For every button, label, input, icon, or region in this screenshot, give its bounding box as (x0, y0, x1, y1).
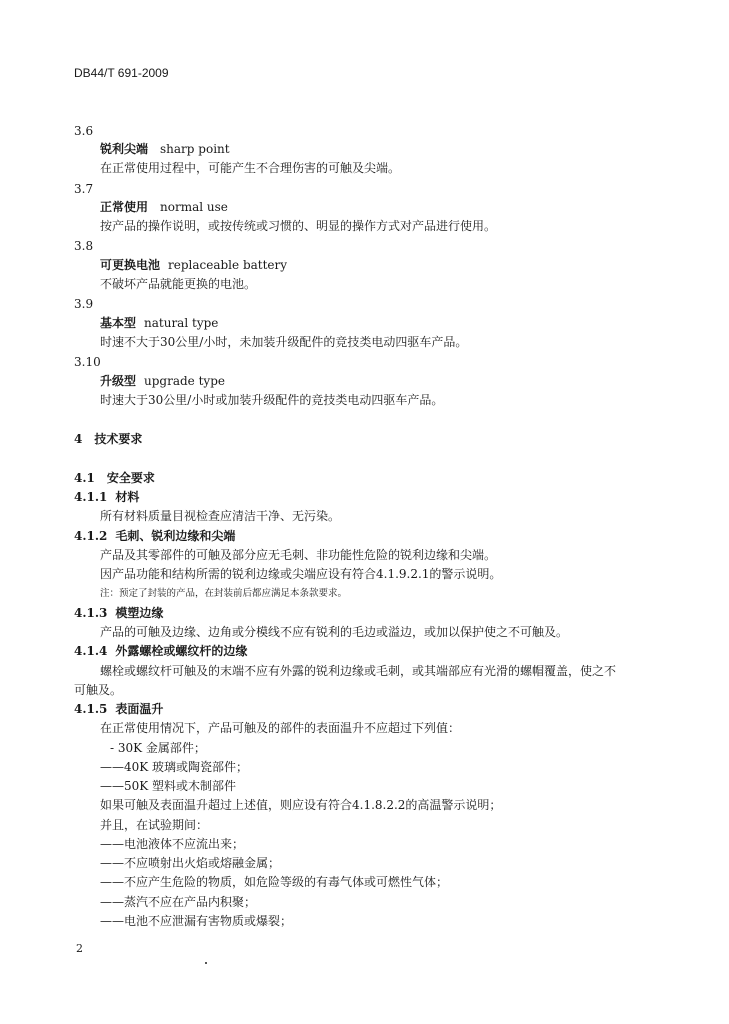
list-item: ——不应产生危险的物质，如危险等级的有毒气体或可燃性气体； (100, 875, 449, 889)
definition-3-9: 时速不大于30公里/小时，未加装升级配件的竞技类电动四驱车产品。 (100, 335, 468, 349)
list-item: ——电池不应泄漏有害物质或爆裂； (100, 914, 293, 928)
section-4-1-5-text-2: 如果可触及表面温升超过上述值，则应设有符合4.1.8.2.2的高温警示说明； (100, 798, 502, 812)
definition-3-10: 时速大于30公里/小时或加装升级配件的竞技类电动四驱车产品。 (100, 393, 444, 407)
section-number: 4.1.4 (74, 644, 108, 658)
term-3-10 (100, 373, 225, 389)
section-number-3-7: 3.7 (74, 182, 94, 196)
term-3-8 (100, 257, 287, 273)
term-en: natural type (144, 316, 219, 330)
definition-3-7: 按产品的操作说明，或按传统或习惯的、明显的操作方式对产品进行使用。 (100, 219, 497, 233)
section-4-1-1-text: 所有材料质量目视检查应清洁干净、无污染。 (100, 509, 341, 523)
term-en: upgrade type (144, 374, 225, 388)
section-4-1-2-heading (74, 528, 235, 544)
term-en: normal use (160, 200, 228, 214)
term-en: sharp point (160, 142, 230, 156)
section-title: 毛刺、锐利边缘和尖端 (115, 529, 236, 543)
section-number: 4.1.3 (74, 606, 108, 620)
list-item: - 30K 金属部件； (110, 741, 206, 755)
section-number: 4.1.1 (74, 490, 108, 504)
term-en: replaceable battery (168, 258, 288, 272)
section-4-1-4-text-2: 可触及。 (74, 683, 123, 697)
scan-speck (205, 962, 207, 964)
chapter-number: 4 (74, 432, 83, 446)
term-zh: 可更换电池 (100, 258, 161, 272)
list-item: ——不应喷射出火焰或熔融金属； (100, 856, 281, 870)
term-3-9 (100, 315, 218, 331)
section-4-1-5-heading (74, 701, 163, 717)
section-number-3-10: 3.10 (74, 355, 101, 369)
section-4-1-4-heading (74, 643, 247, 659)
definition-3-8: 不破坏产品就能更换的电池。 (100, 277, 257, 291)
section-number: 4.1 (74, 471, 95, 485)
term-zh: 升级型 (100, 374, 137, 388)
page-number: 2 (76, 942, 83, 955)
section-number-3-9: 3.9 (74, 297, 94, 311)
chapter-title: 技术要求 (94, 432, 143, 446)
standard-code-header: DB44/T 691-2009 (74, 66, 169, 80)
list-item: ——蒸汽不应在产品内积聚； (100, 895, 257, 909)
section-4-1-3-heading (74, 605, 163, 621)
section-number: 4.1.5 (74, 702, 108, 716)
section-number: 4.1.2 (74, 529, 108, 543)
section-4-1-1-heading (74, 489, 139, 505)
section-4-1-5-text-1: 在正常使用情况下，产品可触及的部件的表面温升不应超过下列值： (100, 721, 461, 735)
section-4-1-2-text-1: 产品及其零部件的可触及部分应无毛刺、非功能性危险的锐利边缘和尖端。 (100, 548, 497, 562)
list-item: ——电池液体不应流出来； (100, 837, 245, 851)
section-title: 表面温升 (115, 702, 164, 716)
section-4-1-2-text-2: 因产品功能和结构所需的锐利边缘或尖端应设有符合4.1.9.2.1的警示说明。 (100, 567, 502, 581)
section-4-1-3-text: 产品的可触及边缘、边角或分模线不应有锐利的毛边或溢边，或加以保护使之不可触及。 (100, 625, 569, 639)
term-3-6 (100, 141, 230, 157)
section-4-1-2-note: 注：预定了封装的产品，在封装前后都应满足本条款要求。 (100, 588, 348, 599)
section-title: 模塑边缘 (115, 606, 164, 620)
term-3-7 (100, 199, 228, 215)
chapter-4-heading (74, 431, 142, 447)
definition-3-6: 在正常使用过程中，可能产生不合理伤害的可触及尖端。 (100, 161, 401, 175)
section-title: 安全要求 (106, 471, 155, 485)
section-4-1-5-text-3: 并且，在试验期间： (100, 818, 209, 832)
section-4-1-heading (74, 470, 155, 486)
list-item: ——40K 玻璃或陶瓷部件； (100, 760, 249, 774)
section-title: 材料 (115, 490, 140, 504)
term-zh: 锐利尖端 (100, 142, 149, 156)
section-title: 外露螺栓或螺纹杆的边缘 (115, 644, 248, 658)
list-item: ——50K 塑料或木制部件 (100, 779, 237, 793)
term-zh: 基本型 (100, 316, 137, 330)
section-number-3-6: 3.6 (74, 124, 94, 138)
term-zh: 正常使用 (100, 200, 149, 214)
section-4-1-4-text-1: 螺栓或螺纹杆可触及的末端不应有外露的锐利边缘或毛刺，或其端部应有光滑的螺帽覆盖，使之不 (100, 664, 617, 678)
section-number-3-8: 3.8 (74, 239, 94, 253)
